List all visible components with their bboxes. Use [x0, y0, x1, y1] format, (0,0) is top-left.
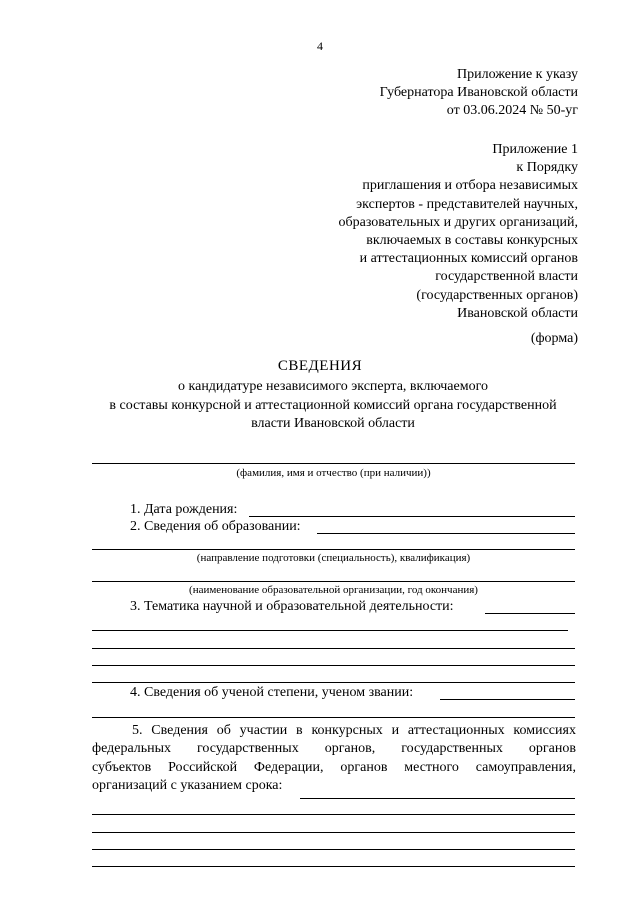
appendix1-line: государственной власти: [435, 269, 578, 285]
appendix-1-heading: [339, 141, 579, 323]
thematics-input-line-5[interactable]: [92, 682, 575, 683]
appendix1-line: приглашения и отбора независимых: [362, 178, 578, 194]
institution-input-line[interactable]: [92, 581, 575, 582]
form-label: (форма): [530, 331, 578, 346]
appendix1-line: и аттестационных комиссий органов: [359, 251, 578, 267]
degree-input-line-2[interactable]: [92, 717, 575, 718]
commissions-input-line-2[interactable]: [92, 814, 575, 815]
commissions-paragraph: [92, 722, 576, 796]
degree-input-line[interactable]: [440, 699, 575, 700]
appendix1-line: экспертов - представителей научных,: [356, 196, 578, 212]
birth-date-input-line[interactable]: [249, 516, 575, 517]
birth-date-label: 1. Дата рождения:: [130, 502, 238, 517]
education-label: 2. Сведения об образовании:: [130, 519, 301, 534]
page-number: 4: [317, 39, 323, 53]
appendix1-line: к Порядку: [516, 160, 578, 176]
document-title: СВЕДЕНИЯ: [277, 358, 363, 374]
appendix-line: Приложение к указу: [457, 67, 578, 82]
specialty-caption: (направление подготовки (специальность), квалификация): [196, 552, 471, 564]
thematics-input-line-4[interactable]: [92, 665, 575, 666]
institution-caption: (наименование образовательной организации, год окончания): [189, 584, 478, 596]
subtitle-line: в составы конкурсной и аттестационной комиссий органа государственной: [109, 397, 557, 413]
commissions-input-line-4[interactable]: [92, 849, 575, 850]
appendix-to-decree: [380, 66, 578, 121]
education-input-line[interactable]: [317, 533, 575, 534]
subtitle-line: власти Ивановской области: [251, 416, 415, 431]
fio-caption: (фамилия, имя и отчество (при наличии)): [236, 467, 431, 479]
document-subtitle: [90, 378, 576, 434]
commissions-input-line[interactable]: [300, 798, 575, 799]
thematics-label: 3. Тематика научной и образовательной деятельности:: [130, 599, 454, 614]
appendix1-line: Приложение 1: [492, 142, 578, 157]
degree-label: 4. Сведения об ученой степени, ученом звании:: [130, 685, 414, 700]
para5-line-2: федеральных государственных органов, государственных органов: [92, 741, 576, 757]
appendix-line: Губернатора Ивановской области: [379, 85, 578, 101]
para5-line-4: организаций с указанием срока:: [92, 778, 283, 794]
commissions-input-line-3[interactable]: [92, 832, 575, 833]
para5-line-1: 5. Сведения об участии в конкурсных и аттестационных комиссиях: [132, 723, 576, 738]
appendix1-line: (государственных органов): [416, 287, 578, 303]
appendix1-line: Ивановской области: [457, 305, 578, 321]
para5-line-3: субъектов Российской Федерации, органов местного самоуправления,: [92, 759, 576, 775]
thematics-input-line[interactable]: [485, 613, 575, 614]
specialty-input-line[interactable]: [92, 549, 575, 550]
thematics-input-line-3[interactable]: [92, 648, 575, 649]
commissions-input-line-5[interactable]: [92, 866, 575, 867]
appendix1-line: образовательных и других организаций,: [338, 214, 578, 230]
appendix1-line: включаемых в составы конкурсных: [366, 233, 578, 249]
appendix-line: от 03.06.2024 № 50-уг: [446, 103, 578, 119]
fio-input-line[interactable]: [92, 463, 575, 464]
subtitle-line: о кандидатуре независимого эксперта, включаемого: [178, 379, 488, 394]
thematics-input-line-2[interactable]: [92, 630, 568, 631]
